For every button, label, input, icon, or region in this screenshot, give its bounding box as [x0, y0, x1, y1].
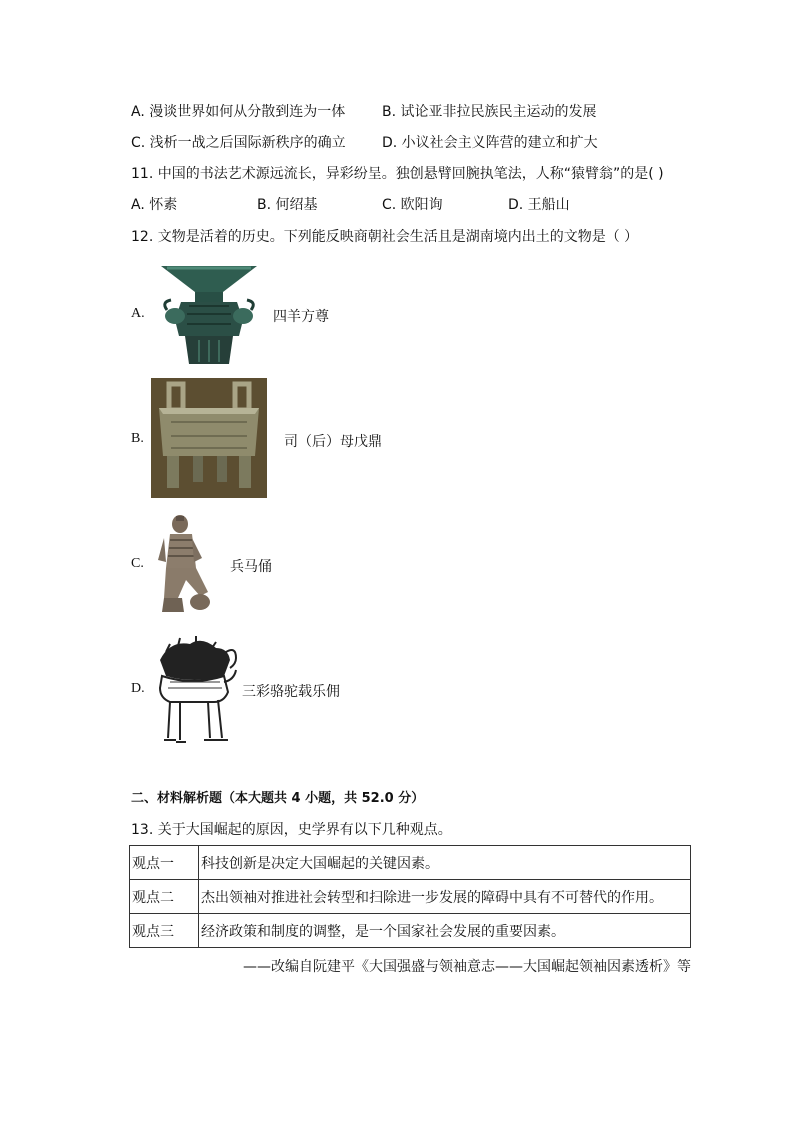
viewpoint-label: 观点一 [130, 846, 199, 880]
table-row [130, 880, 691, 914]
viewpoint-text: 杰出领袖对推进社会转型和扫除进一步发展的障碍中具有不可替代的作用。 [199, 880, 691, 914]
table-row [130, 914, 691, 948]
q12-option-c-letter: C. [131, 556, 144, 571]
q11-option-d: D. 王船山 [508, 197, 570, 213]
q13-stem: 13. 关于大国崛起的原因，史学界有以下几种观点。 [131, 822, 452, 838]
q12-option-a-caption: 四羊方尊 [273, 309, 329, 325]
q10-option-a: A. 漫谈世界如何从分散到连为一体 [131, 104, 346, 120]
terracotta-warrior-image [156, 514, 212, 616]
q10-option-c: C. 浅析一战之后国际新秩序的确立 [131, 135, 346, 151]
four-goat-zun-image [159, 262, 259, 366]
q10-option-d: D. 小议社会主义阵营的建立和扩大 [382, 135, 598, 151]
q12-option-c-caption: 兵马俑 [230, 559, 272, 575]
q11-option-a: A. 怀素 [131, 197, 178, 213]
q12-option-d-caption: 三彩骆驼载乐佣 [242, 684, 340, 700]
q11-option-c: C. 欧阳询 [382, 197, 443, 213]
q12-option-b-letter: B. [131, 431, 144, 446]
camel-musicians-image [156, 636, 240, 744]
q11-stem: 11. 中国的书法艺术源远流长，异彩纷呈。独创悬臂回腕执笔法，人称“猿臂翁”的是( ) [131, 166, 664, 182]
q10-option-b: B. 试论亚非拉民族民主运动的发展 [382, 104, 597, 120]
viewpoint-label: 观点三 [130, 914, 199, 948]
q12-option-b-caption: 司（后）母戊鼎 [284, 434, 382, 450]
section-title: 二、材料解析题（本大题共 4 小题，共 52.0 分） [131, 791, 425, 806]
viewpoints-table [129, 845, 691, 948]
viewpoint-text: 科技创新是决定大国崛起的关键因素。 [199, 846, 691, 880]
q12-option-a-letter: A. [131, 306, 145, 321]
source-citation: ——改编自阮建平《大国强盛与领袖意志——大国崛起领袖因素透析》等 [243, 959, 691, 975]
q11-option-b: B. 何绍基 [257, 197, 318, 213]
houmuwu-ding-image [151, 378, 267, 498]
viewpoint-label: 观点二 [130, 880, 199, 914]
q12-stem: 12. 文物是活着的历史。下列能反映商朝社会生活且是湖南境内出土的文物是（ ） [131, 229, 639, 245]
viewpoint-text: 经济政策和制度的调整，是一个国家社会发展的重要因素。 [199, 914, 691, 948]
table-row [130, 846, 691, 880]
q12-option-d-letter: D. [131, 681, 145, 696]
